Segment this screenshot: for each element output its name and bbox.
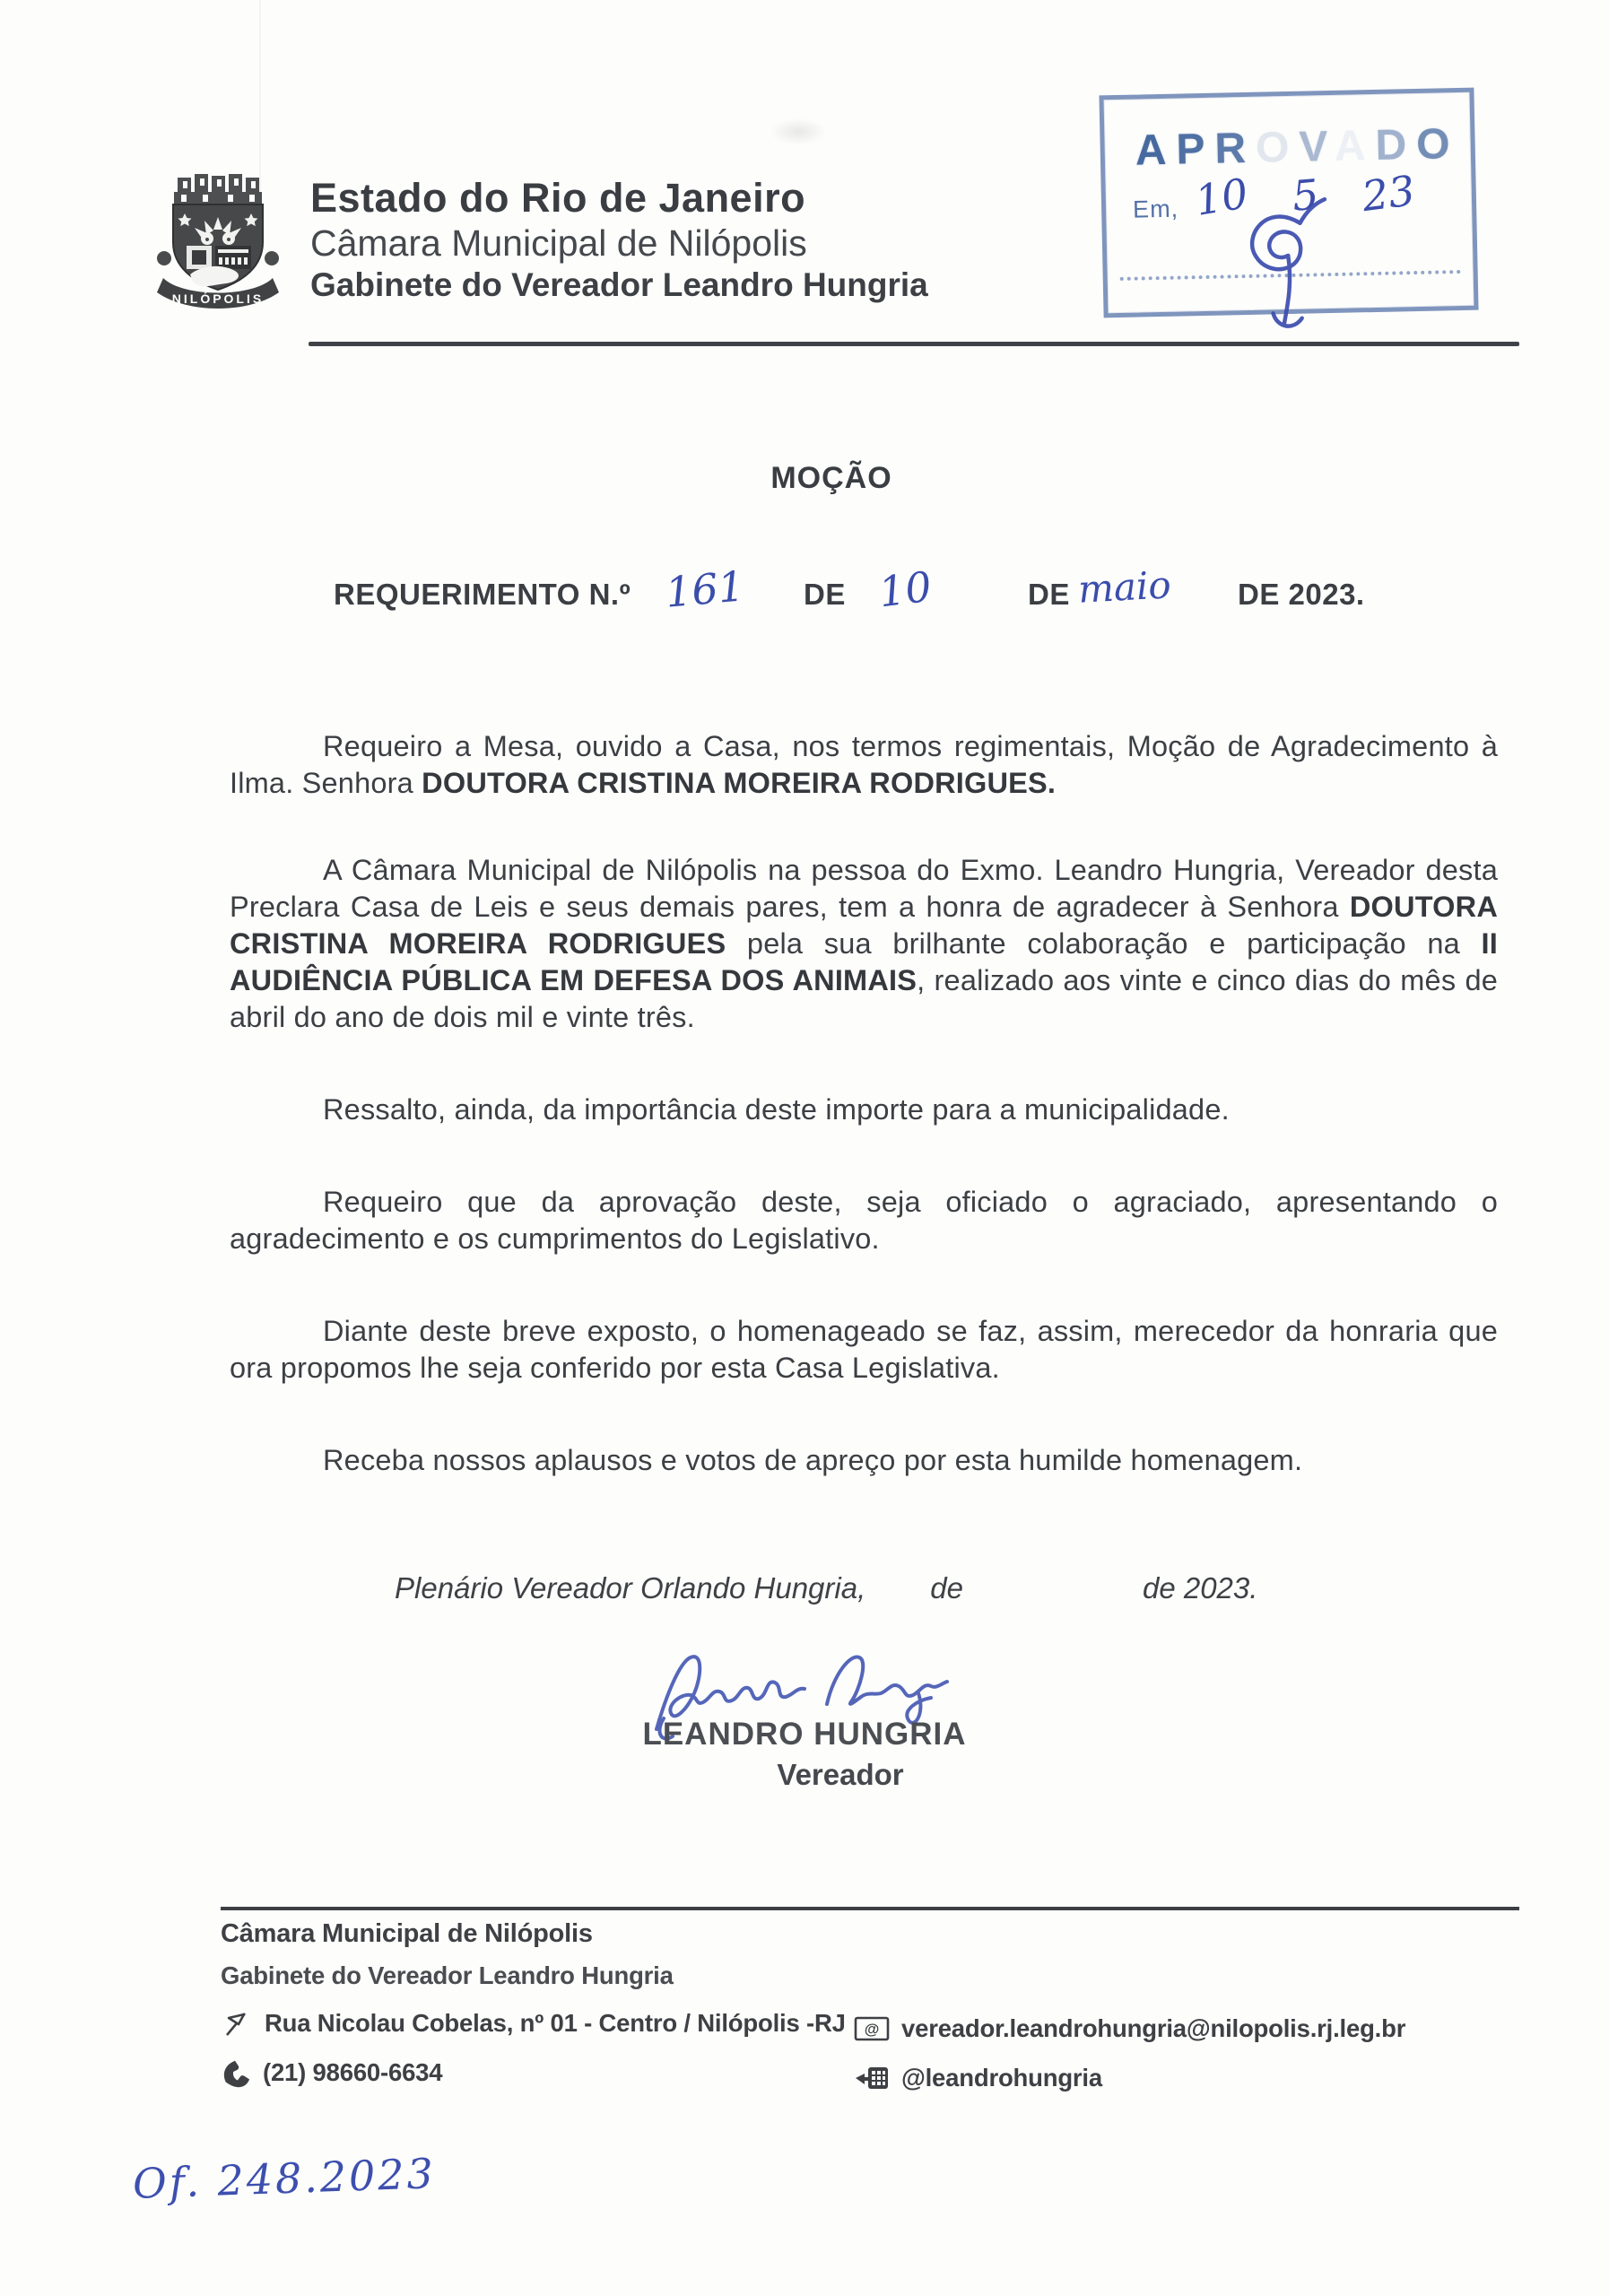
footer-office: Gabinete do Vereador Leandro Hungria xyxy=(221,1961,674,1989)
nilopolis-coat-of-arms-icon xyxy=(151,167,285,317)
plenario-place: Plenário Vereador Orlando Hungria, xyxy=(395,1571,866,1605)
document-title: MOÇÃO xyxy=(770,461,892,495)
plenario-year: de 2023. xyxy=(1142,1571,1258,1605)
body-paragraphs xyxy=(230,728,1498,1535)
footer xyxy=(221,1919,1530,2103)
instagram-handle-icon xyxy=(854,2063,890,2093)
footer-org: Câmara Municipal de Nilópolis xyxy=(221,1919,593,1948)
crest-banner-text: NILÓPOLIS xyxy=(171,291,265,306)
paragraph: Diante deste breve exposto, o homenageado se faz, assim, merecedor da honraria que ora propomos lhe seja conferido por esta Casa Legislativa. xyxy=(230,1315,1498,1384)
letterhead-office: Gabinete do Vereador Leandro Hungria xyxy=(310,266,928,304)
approval-stamp xyxy=(1099,88,1478,318)
signatory-name: LEANDRO HUNGRIA xyxy=(642,1717,967,1752)
requerimento-de1: DE xyxy=(804,578,846,611)
address-flag-icon xyxy=(221,2007,253,2039)
office-number-annotation: Of. 248.2023 xyxy=(132,2149,437,2208)
paragraph: Requeiro a Mesa, ouvido a Casa, nos termos regimentais, Moção de Agradecimento à Ilma. Senhora DOUTORA CRISTINA MOREIRA RODRIGUES. xyxy=(230,730,1498,799)
paragraph: Requeiro que da aprovação deste, seja oficiado o agraciado, apresentando o agradecimento e os cumprimentos do Legislativo. xyxy=(230,1186,1498,1255)
footer-social: @leandrohungria xyxy=(901,2064,1102,2092)
scan-smudge xyxy=(770,118,827,145)
stamp-rubric-signature-icon xyxy=(1230,196,1340,339)
stamp-handwritten-year: 23 xyxy=(1359,166,1418,222)
footer-divider xyxy=(221,1907,1519,1910)
letterhead xyxy=(310,176,928,304)
plenario-line xyxy=(395,1571,1257,1605)
footer-email-row xyxy=(854,2010,1405,2048)
requerimento-number-handwritten: 161 xyxy=(663,561,746,617)
header-divider xyxy=(309,342,1519,346)
stamp-handwritten-day: 10 xyxy=(1191,169,1252,225)
letterhead-state: Estado do Rio de Janeiro xyxy=(310,175,806,221)
footer-phone: (21) 98660-6634 xyxy=(263,2058,443,2086)
stamp-em-label: Em, xyxy=(1132,195,1179,223)
requerimento-line xyxy=(0,561,1609,646)
requerimento-month-handwritten: maio xyxy=(1076,562,1172,612)
svg-text:@: @ xyxy=(864,2021,880,2038)
letterhead-chamber: Câmara Municipal de Nilópolis xyxy=(310,222,807,265)
requerimento-day-handwritten: 10 xyxy=(875,561,935,617)
email-icon xyxy=(854,2013,890,2044)
plenario-de: de xyxy=(930,1571,963,1605)
paragraph: Ressalto, ainda, da importância deste importe para a municipalidade. xyxy=(323,1093,1230,1126)
stamp-handwritten-month: 5 xyxy=(1290,170,1321,221)
footer-social-row xyxy=(854,2059,1405,2097)
footer-email: vereador.leandrohungria@nilopolis.rj.leg.br xyxy=(901,2014,1406,2042)
requerimento-label: REQUERIMENTO N.º xyxy=(334,578,631,611)
phone-icon xyxy=(221,2057,251,2088)
signatory-role: Vereador xyxy=(777,1758,904,1791)
requerimento-de2: DE xyxy=(1028,578,1070,611)
paragraph: Receba nossos aplausos e votos de apreço por esta humilde homenagem. xyxy=(323,1444,1303,1476)
footer-address: Rua Nicolau Cobelas, nº 01 - Centro / Nilópolis -RJ xyxy=(265,2009,846,2037)
paragraph: A Câmara Municipal de Nilópolis na pessoa do Exmo. Leandro Hungria, Vereador desta Preclara Casa de Leis e seus demais pares, tem a honra de agradecer à Senhora DOUTORA CRISTINA MOREIRA RODRIGUES pela sua brilhante colaboração e participação na II AUDIÊNCIA PÚBLICA EM DEFESA DOS ANIMAIS, realizado aos vinte e cinco dias do mês de abril do ano de dois mil e vinte três. xyxy=(230,854,1498,1033)
requerimento-de3: DE 2023. xyxy=(1238,578,1365,611)
stamp-aprovado-word: APROVADO xyxy=(1135,120,1461,175)
